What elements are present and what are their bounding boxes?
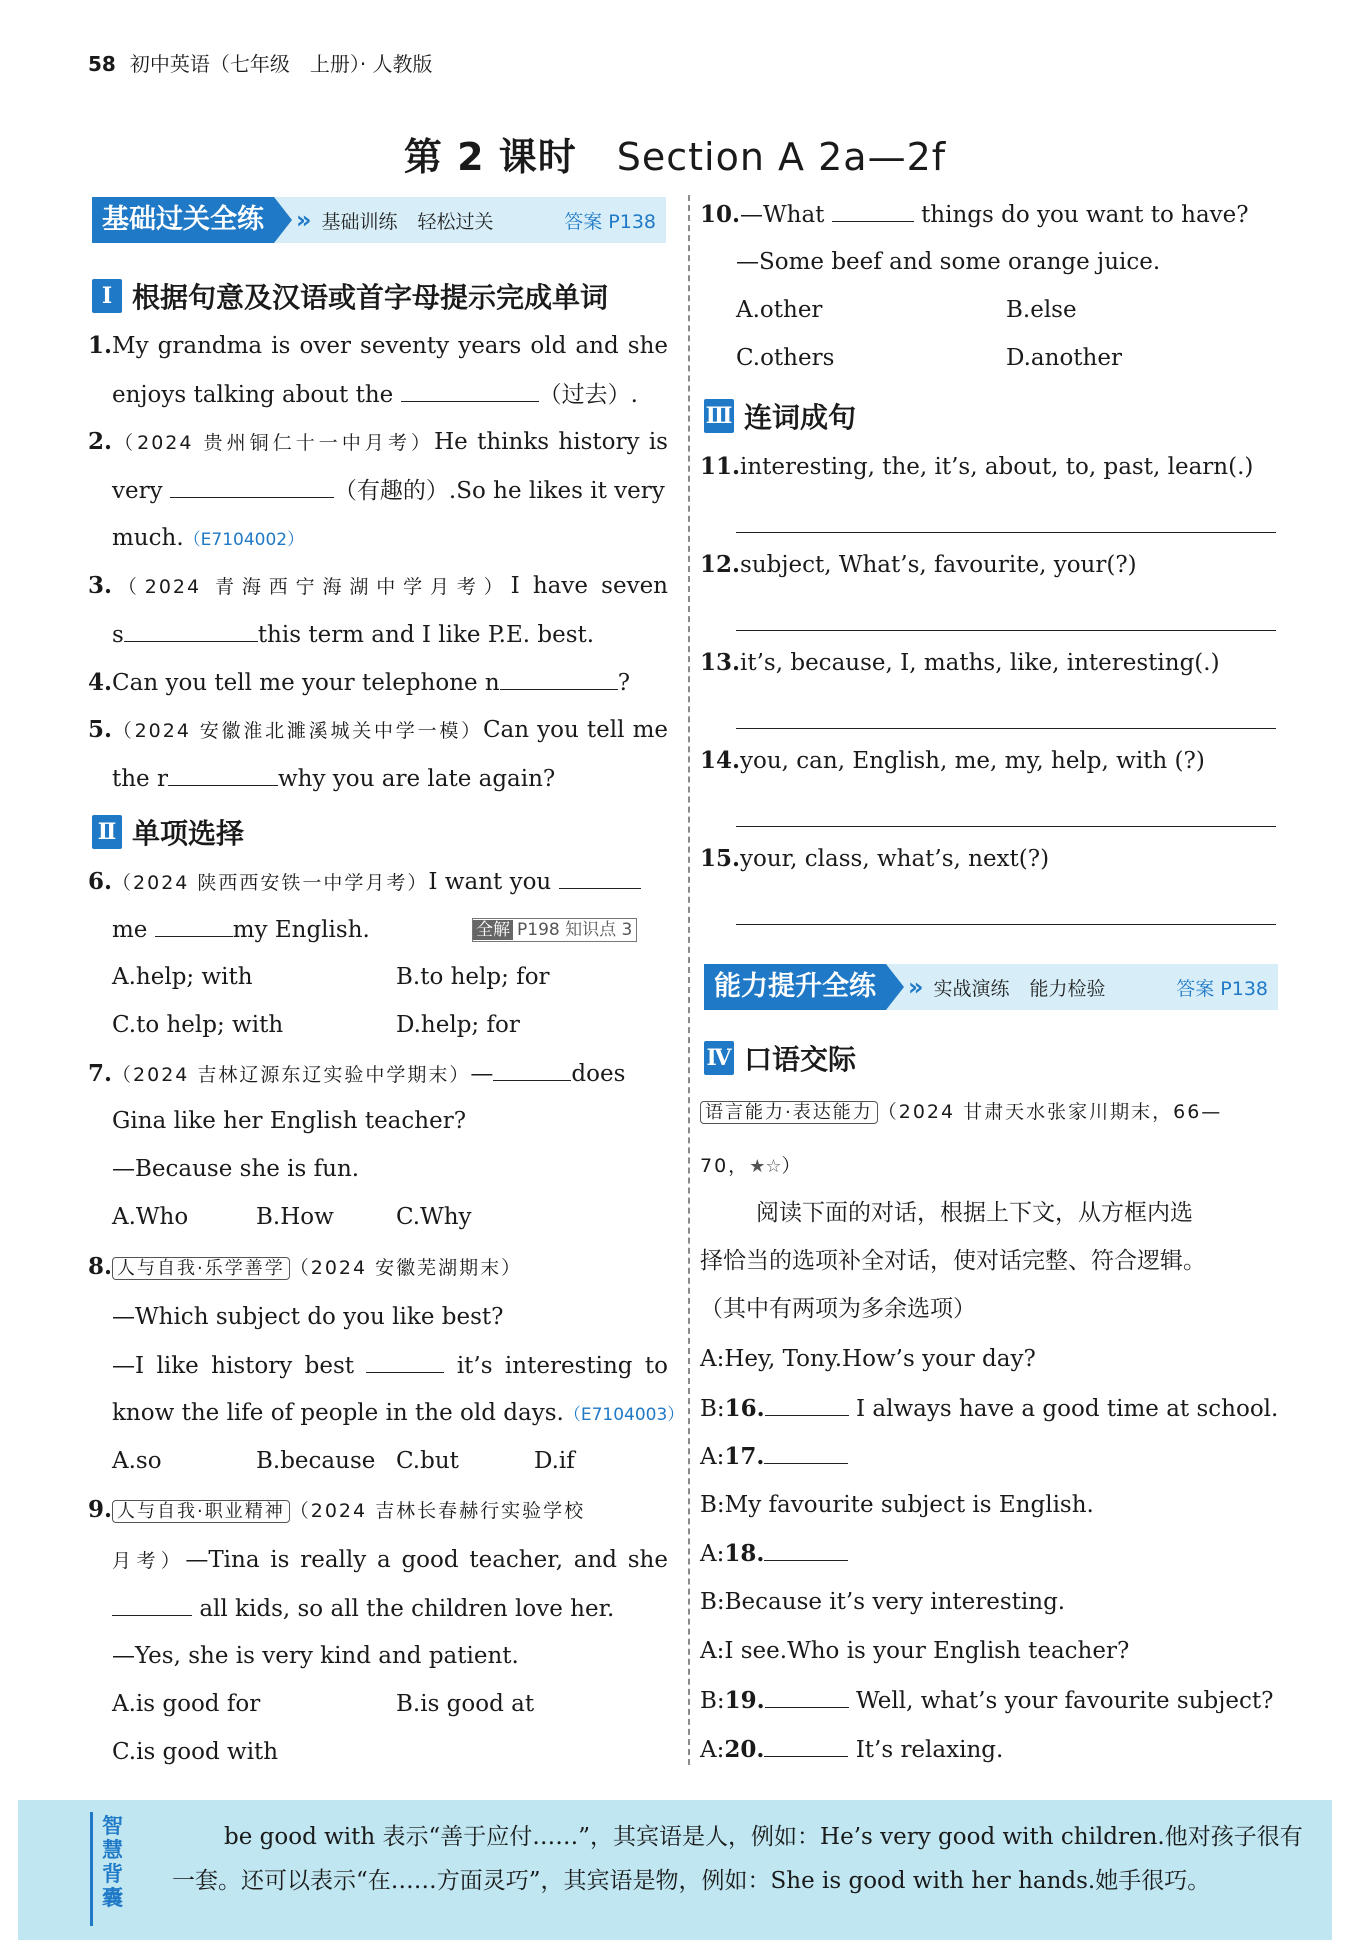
chevron-icon: » bbox=[908, 973, 924, 1001]
question-line bbox=[88, 1252, 522, 1284]
section-number: Ⅱ bbox=[92, 815, 122, 849]
option[interactable]: C.others bbox=[736, 345, 835, 371]
question-text: I have seven bbox=[510, 573, 668, 599]
answer-line[interactable] bbox=[736, 532, 1276, 533]
question-number: 20. bbox=[724, 1736, 765, 1763]
question-text: this term and I like P.E. best. bbox=[257, 622, 595, 648]
dialog-text: Well, what’s your favourite subject? bbox=[855, 1688, 1274, 1714]
section-number: Ⅰ bbox=[92, 279, 122, 313]
tip-text: 一套。还可以表示“在……方面灵巧”，其宾语是物，例如：She is good with her hands.她手很巧。 bbox=[172, 1868, 1211, 1894]
question-line bbox=[112, 619, 594, 650]
book-title: 初中英语（七年级 上册）· 人教版 bbox=[129, 52, 433, 76]
question-source: ） bbox=[781, 1155, 803, 1177]
answer-line[interactable] bbox=[736, 924, 1276, 925]
page-number: 58 bbox=[88, 52, 116, 76]
section-title: 口语交际 bbox=[744, 1043, 857, 1076]
option[interactable]: B.because bbox=[256, 1448, 376, 1474]
dialog-line bbox=[700, 1685, 1273, 1716]
question-text: subject, What’s, favourite, your(?) bbox=[740, 552, 1137, 578]
question-number: 2. bbox=[88, 428, 113, 455]
question-line bbox=[88, 1058, 625, 1090]
question-source: （2024 陕西西安铁一中学月考） bbox=[112, 872, 429, 894]
lesson-number: 第 2 课时 bbox=[403, 135, 577, 179]
question-number: 6. bbox=[88, 868, 113, 895]
question-text: enjoys talking about the bbox=[112, 382, 394, 408]
question-source: （2024 青海西宁海湖中学月考） bbox=[112, 576, 511, 598]
question-text: Can you tell me your telephone n bbox=[112, 670, 500, 696]
answer-line[interactable] bbox=[736, 630, 1276, 631]
question-source: （2024 吉林长春赫行实验学校 bbox=[289, 1500, 586, 1522]
question-number: 4. bbox=[88, 669, 113, 696]
dialog-text: I see.Who is your English teacher? bbox=[724, 1638, 1130, 1664]
dialog-line bbox=[700, 1587, 1065, 1617]
question-number: 13. bbox=[700, 649, 741, 676]
option[interactable]: D.help; for bbox=[396, 1012, 520, 1038]
question-text: —I like history best bbox=[112, 1353, 354, 1379]
speaker: A: bbox=[700, 1737, 725, 1763]
section-name: Section A 2a—2f bbox=[616, 135, 947, 179]
answer-blank[interactable] bbox=[764, 1441, 848, 1464]
section-title: 连词成句 bbox=[744, 401, 857, 434]
instruction-line: （其中有两项为多余选项） bbox=[700, 1296, 976, 1322]
question-line bbox=[88, 571, 668, 602]
section-number: Ⅲ bbox=[704, 399, 734, 433]
section-number: Ⅳ bbox=[704, 1041, 734, 1075]
question-source: （2024 吉林辽源东辽实验中学期末） bbox=[112, 1064, 471, 1086]
question-line bbox=[112, 1398, 684, 1430]
question-line bbox=[112, 523, 304, 555]
option[interactable]: A.Who bbox=[112, 1204, 189, 1230]
question-text: s bbox=[112, 622, 124, 648]
question-text: He thinks history is bbox=[434, 429, 668, 455]
tip-box bbox=[18, 1800, 1332, 1940]
question-number: 16. bbox=[724, 1395, 765, 1422]
instruction-line: 择恰当的选项补全对话，使对话完整、符合逻辑。 bbox=[700, 1248, 1206, 1274]
page-header bbox=[88, 48, 433, 77]
question-line bbox=[112, 1545, 668, 1576]
speaker: B: bbox=[700, 1396, 725, 1422]
question-text: I want you bbox=[428, 869, 552, 895]
speaker: A: bbox=[700, 1541, 725, 1567]
column-divider bbox=[688, 195, 690, 1765]
answer-blank[interactable] bbox=[170, 475, 334, 498]
question-line: —Because she is fun. bbox=[112, 1156, 360, 1182]
question-line bbox=[112, 763, 555, 794]
option[interactable]: B.to help; for bbox=[396, 964, 550, 990]
answer-blank[interactable] bbox=[124, 619, 258, 642]
knowledge-ref[interactable] bbox=[472, 918, 637, 942]
section-heading-1 bbox=[92, 276, 608, 316]
speaker: A: bbox=[700, 1638, 725, 1664]
dialog-line bbox=[700, 1734, 1003, 1765]
question-number: 12. bbox=[700, 551, 741, 578]
section-title: 根据句意及汉语或首字母提示完成单词 bbox=[132, 281, 609, 314]
exercise-code: （E7104002） bbox=[183, 530, 305, 550]
banner-advanced bbox=[704, 964, 1278, 1010]
question-line: —Yes, she is very kind and patient. bbox=[112, 1643, 519, 1669]
option[interactable]: D.another bbox=[1006, 345, 1122, 371]
question-text: — bbox=[470, 1061, 494, 1087]
question-line bbox=[700, 746, 1205, 776]
section-heading-3 bbox=[704, 396, 856, 436]
answer-blank[interactable] bbox=[493, 1058, 571, 1081]
answer-blank[interactable] bbox=[559, 866, 641, 889]
question-number: 14. bbox=[700, 747, 741, 774]
question-number: 1. bbox=[88, 332, 113, 359]
option[interactable]: C.to help; with bbox=[112, 1012, 284, 1038]
question-line bbox=[112, 379, 638, 410]
question-number: 8. bbox=[88, 1253, 113, 1280]
question-source: 月考） bbox=[112, 1550, 186, 1572]
answer-blank[interactable] bbox=[764, 1538, 848, 1561]
question-line bbox=[700, 844, 1049, 874]
dialog-text: It’s relaxing. bbox=[855, 1737, 1004, 1763]
question-source: （2024 贵州铜仁十一中月考） bbox=[112, 432, 435, 454]
answer-line[interactable] bbox=[736, 728, 1276, 729]
question-line bbox=[700, 648, 1220, 678]
question-source: （2024 安徽淮北濉溪城关中学一模） bbox=[112, 720, 483, 742]
banner-subtitle: 实战演练 能力检验 bbox=[933, 977, 1106, 1000]
question-line bbox=[112, 1350, 668, 1381]
question-line bbox=[700, 1150, 802, 1182]
option[interactable]: C.is good with bbox=[112, 1739, 279, 1765]
question-line bbox=[112, 475, 665, 506]
question-text: does bbox=[571, 1061, 626, 1087]
answer-blank[interactable] bbox=[765, 1393, 849, 1416]
speaker: A: bbox=[700, 1346, 725, 1372]
dialog-line bbox=[700, 1393, 1278, 1424]
question-number: 3. bbox=[88, 572, 113, 599]
answer-blank[interactable] bbox=[765, 1685, 849, 1708]
question-number: 9. bbox=[88, 1496, 113, 1523]
question-line bbox=[700, 199, 1249, 230]
question-line: —Which subject do you like best? bbox=[112, 1304, 504, 1330]
option[interactable]: C.but bbox=[396, 1448, 459, 1474]
ref-text: P198 知识点 3 bbox=[517, 920, 633, 940]
question-line bbox=[700, 452, 1253, 482]
answer-ref: 答案 P138 bbox=[1176, 977, 1268, 1000]
question-line bbox=[700, 550, 1137, 580]
question-line: Gina like her English teacher? bbox=[112, 1108, 467, 1134]
dialog-text: Hey, Tony.How’s your day? bbox=[724, 1346, 1036, 1372]
question-number: 19. bbox=[724, 1687, 765, 1714]
option[interactable]: A.help; with bbox=[112, 964, 253, 990]
answer-blank[interactable] bbox=[764, 1734, 848, 1757]
answer-blank[interactable] bbox=[832, 199, 914, 222]
question-text: —What bbox=[740, 202, 825, 228]
dialog-line bbox=[700, 1441, 848, 1472]
speaker: B: bbox=[700, 1589, 725, 1615]
answer-blank[interactable] bbox=[366, 1350, 444, 1373]
question-line bbox=[88, 427, 668, 458]
question-text: all kids, so all the children love her. bbox=[199, 1596, 615, 1622]
answer-ref: 答案 P138 bbox=[564, 210, 656, 233]
section-heading-2 bbox=[92, 812, 244, 852]
option[interactable]: A.other bbox=[736, 297, 823, 323]
question-text: （有趣的）.So he likes it very bbox=[333, 478, 665, 504]
question-text: very bbox=[112, 478, 163, 504]
speaker: B: bbox=[700, 1688, 725, 1714]
answer-blank[interactable] bbox=[401, 379, 539, 402]
question-line bbox=[88, 667, 630, 698]
question-text: it’s, because, I, maths, like, interesting(.) bbox=[740, 650, 1220, 676]
question-number: 10. bbox=[700, 201, 741, 228]
question-number: 5. bbox=[88, 716, 113, 743]
question-number: 17. bbox=[724, 1443, 765, 1470]
tip-bar bbox=[90, 1812, 93, 1926]
competency-tag: 人与自我·职业精神 bbox=[112, 1500, 290, 1523]
question-text: your, class, what’s, next(?) bbox=[740, 846, 1050, 872]
question-line bbox=[700, 1096, 1222, 1128]
tip-label: 智慧背囊 bbox=[102, 1814, 123, 1910]
question-text: Can you tell me bbox=[482, 717, 668, 743]
option[interactable]: D.if bbox=[534, 1448, 575, 1474]
question-text: interesting, the, it’s, about, to, past, learn(.) bbox=[740, 454, 1254, 480]
question-source: 70， bbox=[700, 1155, 750, 1177]
speaker: B: bbox=[700, 1492, 725, 1518]
banner-basic bbox=[92, 197, 666, 243]
question-hint: （过去）. bbox=[538, 382, 638, 408]
competency-tag: 语言能力·表达能力 bbox=[700, 1101, 878, 1124]
option[interactable]: A.is good for bbox=[112, 1691, 261, 1717]
answer-blank[interactable] bbox=[112, 1593, 192, 1616]
question-text: things do you want to have? bbox=[921, 202, 1249, 228]
question-text: why you are late again? bbox=[277, 766, 556, 792]
option[interactable]: B.is good at bbox=[396, 1691, 535, 1717]
question-text: My grandma is over seventy years old and she bbox=[112, 333, 668, 359]
option[interactable]: C.Why bbox=[396, 1204, 472, 1230]
question-source: （2024 安徽芜湖期末） bbox=[289, 1257, 523, 1279]
question-line bbox=[112, 1593, 614, 1624]
lesson-title bbox=[0, 126, 1350, 181]
option[interactable]: A.so bbox=[112, 1448, 162, 1474]
chevron-icon: » bbox=[296, 206, 312, 234]
question-text: me bbox=[112, 917, 148, 943]
exercise-code: （E7104003） bbox=[563, 1405, 685, 1425]
question-number: 7. bbox=[88, 1060, 113, 1087]
option[interactable]: B.else bbox=[1006, 297, 1077, 323]
question-text: it’s interesting to bbox=[456, 1353, 668, 1379]
question-line bbox=[88, 331, 668, 361]
dialog-line bbox=[700, 1344, 1036, 1374]
question-source: （2024 甘肃天水张家川期末，66— bbox=[877, 1101, 1223, 1123]
answer-blank[interactable] bbox=[500, 667, 618, 690]
question-text: ? bbox=[617, 670, 631, 696]
question-text: the r bbox=[112, 766, 168, 792]
question-number: 18. bbox=[724, 1540, 765, 1567]
question-number: 15. bbox=[700, 845, 741, 872]
ref-label: 全解 bbox=[473, 920, 513, 940]
question-line bbox=[112, 914, 370, 945]
dialog-line bbox=[700, 1538, 848, 1569]
section-heading-4 bbox=[704, 1038, 856, 1078]
dialog-line bbox=[700, 1490, 1094, 1520]
dialog-text: I always have a good time at school. bbox=[855, 1396, 1279, 1422]
banner-title: 能力提升全练 bbox=[704, 964, 886, 1010]
answer-line[interactable] bbox=[736, 826, 1276, 827]
dialog-line bbox=[700, 1636, 1129, 1666]
dialog-text: My favourite subject is English. bbox=[724, 1492, 1094, 1518]
speaker: A: bbox=[700, 1444, 725, 1470]
question-text: you, can, English, me, my, help, with (?) bbox=[740, 748, 1205, 774]
banner-subtitle: 基础训练 轻松过关 bbox=[321, 210, 494, 233]
banner-title: 基础过关全练 bbox=[92, 197, 274, 243]
question-line bbox=[88, 866, 641, 898]
section-title: 单项选择 bbox=[132, 817, 245, 850]
question-text: much. bbox=[112, 525, 184, 551]
competency-tag: 人与自我·乐学善学 bbox=[112, 1257, 290, 1280]
question-text: —Tina is really a good teacher, and she bbox=[185, 1547, 668, 1573]
option[interactable]: B.How bbox=[256, 1204, 334, 1230]
question-line bbox=[88, 1495, 585, 1527]
question-line: —Some beef and some orange juice. bbox=[736, 249, 1161, 275]
question-text: my English. bbox=[232, 917, 370, 943]
tip-text: be good with 表示“善于应付……”，其宾语是人，例如：He’s very good with children.他对孩子很有 bbox=[224, 1824, 1303, 1850]
question-line bbox=[88, 715, 668, 746]
answer-blank[interactable] bbox=[155, 914, 233, 937]
dialog-text: Because it’s very interesting. bbox=[724, 1589, 1066, 1615]
question-number: 11. bbox=[700, 453, 741, 480]
difficulty-stars-icon: ★☆ bbox=[749, 1156, 782, 1177]
question-text: know the life of people in the old days. bbox=[112, 1400, 564, 1426]
instruction-line: 阅读下面的对话，根据上下文，从方框内选 bbox=[756, 1200, 1193, 1226]
answer-blank[interactable] bbox=[168, 763, 278, 786]
